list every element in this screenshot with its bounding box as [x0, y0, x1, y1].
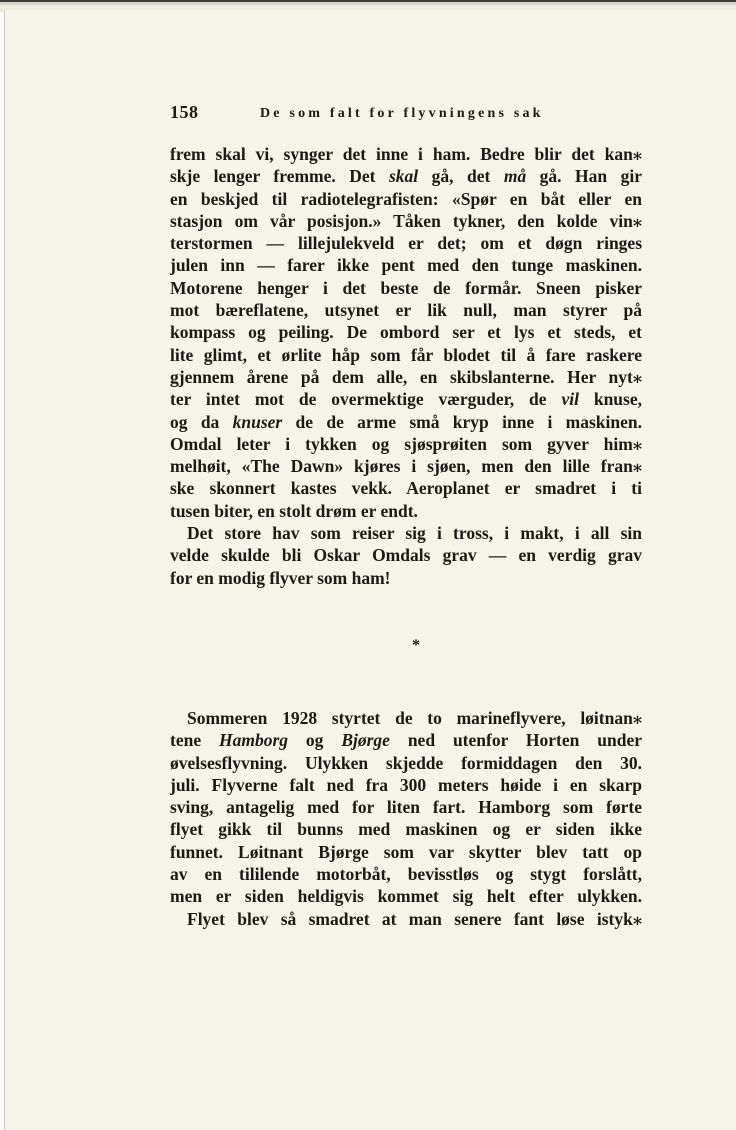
- text-run: de de arme små kryp inne i maskinen.: [282, 411, 642, 432]
- text-line: [170, 522, 642, 544]
- text-run: flyet gikk til bunns med maskinen og er siden ikke: [170, 819, 642, 840]
- text-run: for en modig flyver som ham!: [170, 567, 391, 588]
- text-block-omdal: [170, 143, 642, 589]
- running-title: De som falt for flyvningens sak: [260, 106, 544, 121]
- text-run: Omdal leter i tykken og sjøsprøiten som gyver him: [170, 433, 633, 454]
- text-line: [170, 707, 642, 729]
- text-run: knuse,: [578, 389, 642, 410]
- text-line: [170, 254, 642, 276]
- text-run: ter intet mot de overmektige værguder, de: [170, 389, 562, 410]
- italic-word: må: [503, 166, 527, 187]
- text-line: [170, 344, 642, 366]
- text-line: [170, 277, 642, 299]
- text-run: julen inn — farer ikke pent med den tunge maskinen.: [170, 255, 642, 276]
- italic-word: Hamborg: [218, 730, 289, 751]
- text-line: [170, 165, 642, 187]
- text-line: [170, 796, 642, 818]
- text-line: [170, 388, 642, 410]
- text-line: [170, 729, 642, 751]
- text-line: [170, 299, 642, 321]
- text-line: [170, 232, 642, 254]
- text-line: [170, 752, 642, 774]
- text-line: [170, 366, 642, 388]
- page-number: 158: [170, 102, 199, 122]
- text-run: øvelsesflyvning. Ulykken skjedde formiddagen den 30.: [170, 752, 642, 773]
- text-line: [170, 455, 642, 477]
- text-line: [170, 210, 642, 232]
- text-line: [170, 188, 642, 210]
- text-run: stasjon om vår posisjon.» Tåken tykner, den kolde vin: [170, 210, 633, 231]
- text-run: ⁎: [632, 708, 642, 728]
- text-line: [170, 885, 642, 907]
- text-run: ⁎: [632, 433, 642, 454]
- page-header: [170, 102, 645, 128]
- text-line: [170, 544, 642, 566]
- text-run: en beskjed til radiotelegrafisten: «Spør en båt eller en: [170, 188, 642, 209]
- text-run: frem skal vi, synger det inne i ham. Bedre blir det kan: [170, 144, 633, 164]
- text-run: ⁎: [632, 366, 642, 387]
- text-run: Sommeren 1928 styrtet de to marineflyvere, løitnan: [187, 708, 633, 728]
- text-line: [170, 774, 642, 796]
- text-run: funnet. Løitnant Bjørge som var skytter blev tatt op: [170, 841, 642, 862]
- italic-word: knuser: [232, 411, 283, 432]
- italic-word: Bjørge: [341, 730, 390, 751]
- text-line: [170, 818, 642, 840]
- text-run: melhøit, «The Dawn» kjøres i sjøen, men den lille fran: [170, 456, 633, 477]
- text-run: juli. Flyverne falt ned fra 300 meters høide i en skarp: [170, 774, 642, 795]
- text-run: ⁎: [632, 456, 642, 477]
- text-run: og: [288, 730, 342, 751]
- text-run: tene: [170, 730, 219, 751]
- section-separator: *: [412, 637, 420, 654]
- text-run: ned utenfor Horten under: [389, 730, 642, 751]
- text-line: [170, 143, 642, 165]
- text-line: [170, 433, 642, 455]
- text-run: kompass og peiling. De ombord ser et lys et steds, et: [170, 322, 642, 343]
- text-run: gå, det: [418, 166, 504, 187]
- text-run: ⁎: [632, 908, 642, 929]
- text-run: gå. Han gir: [526, 166, 643, 187]
- text-run: av en tililende motorbåt, bevisstløs og stygt forslått,: [170, 864, 642, 885]
- text-line: [170, 567, 642, 589]
- text-line: [170, 908, 642, 930]
- text-line: [170, 411, 642, 433]
- text-run: skje lenger fremme. Det: [170, 166, 389, 187]
- text-run: ⁎: [632, 144, 642, 164]
- text-run: sving, antagelig med for liten fart. Hamborg som førte: [170, 797, 642, 818]
- italic-word: skal: [388, 166, 419, 187]
- text-run: Motorene henger i det beste de formår. Sneen pisker: [170, 277, 642, 298]
- text-run: men er siden heldigvis kommet sig helt efter ulykken.: [170, 886, 642, 907]
- text-run: tusen biter, en stolt drøm er endt.: [170, 500, 418, 521]
- text-run: gjennem årene på dem alle, en skibslanterne. Her nyt: [170, 366, 633, 387]
- text-run: Flyet blev så smadret at man senere fant løse istyk: [187, 908, 633, 929]
- text-line: [170, 863, 642, 885]
- text-line: [170, 500, 642, 522]
- text-block-hamborg-bjorge: [170, 707, 642, 930]
- text-run: velde skulde bli Oskar Omdals grav — en verdig grav: [170, 545, 642, 566]
- text-run: og da: [170, 411, 233, 432]
- text-line: [170, 321, 642, 343]
- italic-word: vil: [561, 389, 579, 410]
- text-run: lite glimt, et ørlite håp som får blodet til å fare raskere: [170, 344, 642, 365]
- text-line: [170, 477, 642, 499]
- text-run: ske skonnert kastes vekk. Aeroplanet er smadret i ti: [170, 478, 642, 499]
- text-run: ⁎: [632, 210, 642, 231]
- text-run: terstormen — lillejulekveld er det; om et døgn ringes: [170, 233, 642, 254]
- text-run: Det store hav som reiser sig i tross, i makt, i all sin: [187, 523, 642, 544]
- text-line: [170, 841, 642, 863]
- text-run: mot bæreflatene, utsynet er lik null, man styrer på: [170, 300, 642, 321]
